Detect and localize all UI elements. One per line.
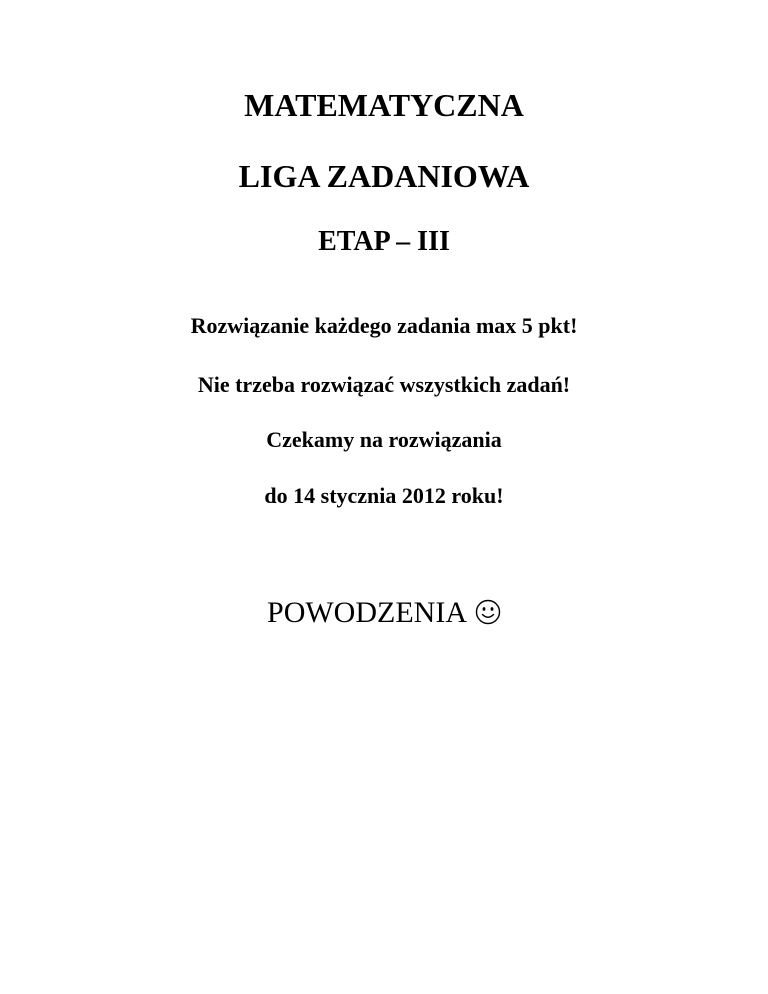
rule-deadline: do 14 stycznia 2012 roku! [264, 483, 504, 508]
smiley-face-icon [475, 599, 501, 625]
rule-max-points: Rozwiązanie każdego zadania max 5 pkt! [190, 313, 578, 338]
rule-waiting-for-solutions: Czekamy na rozwiązania [266, 427, 502, 452]
good-luck-line [0, 596, 768, 630]
title-line-2: LIGA ZADANIOWA [238, 158, 530, 194]
stage-heading: ETAP – III [318, 226, 450, 257]
title-line-1: MATEMATYCZNA [244, 87, 524, 123]
good-luck-text: POWODZENIA [267, 596, 467, 629]
rule-not-all-tasks: Nie trzeba rozwiązać wszystkich zadań! [197, 372, 571, 397]
